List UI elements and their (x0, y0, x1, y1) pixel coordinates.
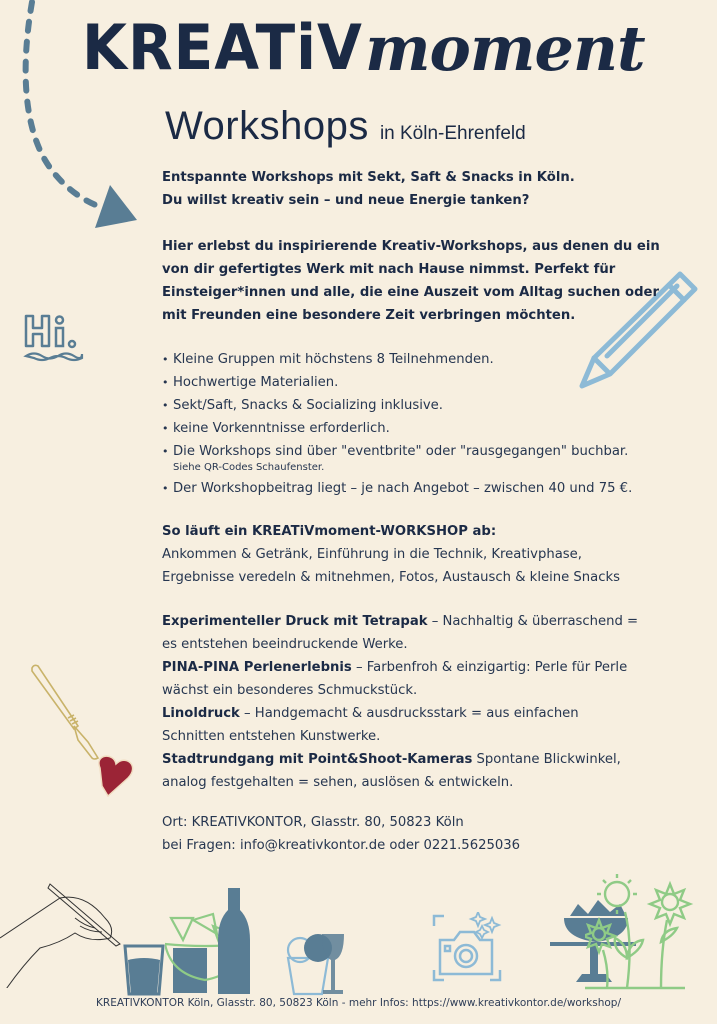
workshop-item: Linoldruck – Handgemacht & ausdrucksstark = aus einfachen Schnitten entstehen Kunstwerke. (162, 706, 579, 744)
glass-icon (123, 944, 165, 996)
workshop-item: Stadtrundgang mit Point&Shoot-Kameras Spontane Blickwinkel, analog festgehalten = sehen, auslösen & entwickeln. (162, 752, 621, 790)
intro-line-1: Entspannte Workshops mit Sekt, Saft & Snacks in Köln. (162, 170, 575, 185)
process-title: So läuft ein KREATiVmoment-WORKSHOP ab: (162, 524, 497, 539)
bottle-icon (217, 888, 251, 996)
list-item: • Der Workshopbeitrag liegt – je nach Angebot – zwischen 40 und 75 €. (162, 477, 667, 500)
contact-location: Ort: KREATIVKONTOR, Glasstr. 80, 50823 Köln (162, 815, 464, 830)
headline: Workshops (165, 104, 369, 148)
intro-paragraph: Hier erlebst du inspirierende Kreativ-Workshops, aus denen du ein von dir gefertigtes Werk mit nach Hause nimmst. Perfekt für Einsteiger*innen und alle, die eine Auszeit vom Alltag suchen oder mit Freunden eine besondere Zeit verbringen möchten. (162, 239, 660, 323)
workshop-item: Experimenteller Druck mit Tetrapak – Nachhaltig & überraschend = es entstehen beeindruckende Werke. (162, 614, 639, 652)
footer: KREATIVKONTOR Köln, Glasstr. 80, 50823 Köln - mehr Infos: https://www.kreativkontor.de/workshop/ (96, 997, 621, 1009)
feature-list (162, 348, 667, 500)
list-item: • Kleine Gruppen mit höchstens 8 Teilnehmenden. (162, 348, 667, 371)
intro-line-2: Du willst kreativ sein – und neue Energie tanken? (162, 193, 530, 208)
scalpel-heart-icon (28, 660, 143, 810)
workshop-item: PINA-PINA Perlenerlebnis – Farbenfroh & einzigartig: Perle für Perle wächst ein besonderes Schmuckstück. (162, 660, 628, 698)
contact-questions: bei Fragen: info@kreativkontor.de oder 0221.5625036 (162, 838, 521, 853)
brand-script-text: moment (364, 12, 645, 85)
list-item: • Sekt/Saft, Snacks & Socializing inklusive. (162, 394, 667, 417)
headline-location: in Köln-Ehrenfeld (379, 123, 526, 144)
brand-bold-text: KREATiV (82, 10, 363, 84)
main-content (162, 166, 667, 857)
flowers-icon (585, 872, 695, 992)
list-item: • keine Vorkenntnisse erforderlich. (162, 417, 667, 440)
list-item: • Hochwertige Materialien. (162, 371, 667, 394)
process-text: Ankommen & Getränk, Einführung in die Technik, Kreativphase, Ergebnisse veredeln & mitnehmen, Fotos, Austausch & kleine Snacks (162, 547, 620, 585)
camera-icon (432, 912, 502, 984)
cupcake-icon (280, 930, 348, 996)
list-item: • Die Workshops sind über "eventbrite" oder "rausgegangen" buchbar. Siehe QR-Codes Schaufenster. (162, 440, 667, 475)
brand-logo (82, 10, 645, 85)
page-title (165, 104, 526, 149)
drawing-hand-icon (0, 878, 130, 988)
list-item-note: Siehe QR-Codes Schaufenster. (173, 462, 325, 473)
hi-lettering-icon (22, 310, 86, 366)
